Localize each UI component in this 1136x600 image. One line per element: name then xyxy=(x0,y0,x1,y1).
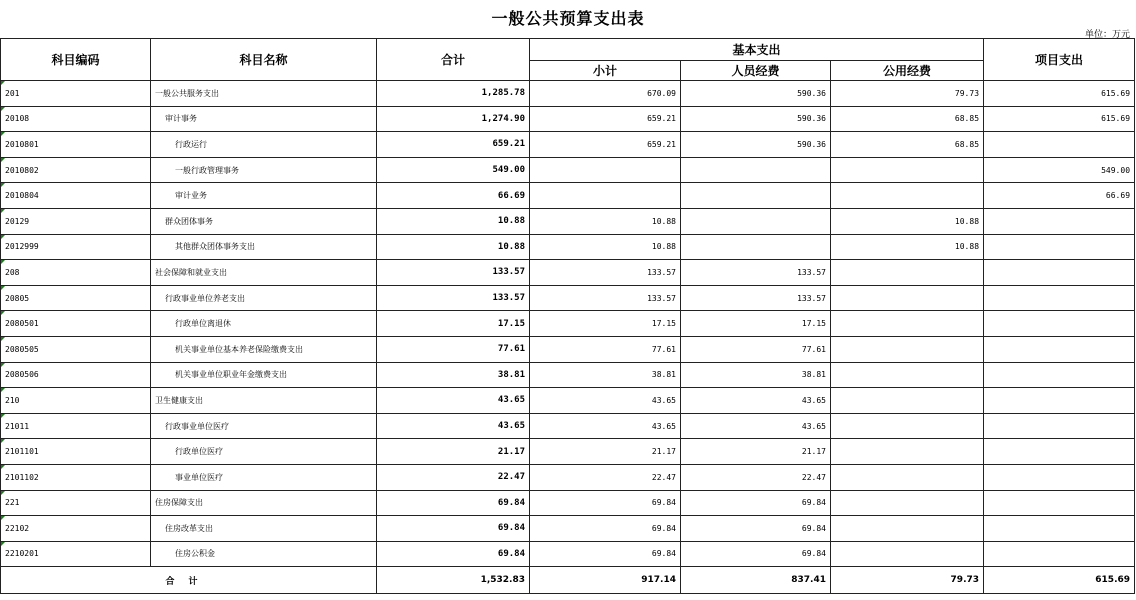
row-subtotal xyxy=(530,183,681,209)
row-name: 行政事业单位医疗 xyxy=(151,413,377,439)
table-row xyxy=(1,439,1135,465)
table-row xyxy=(1,183,1135,209)
row-code: 208 xyxy=(1,260,151,286)
row-personnel xyxy=(681,183,831,209)
row-code: 221 xyxy=(1,490,151,516)
row-project xyxy=(984,388,1135,414)
row-name: 行政运行 xyxy=(151,132,377,158)
row-personnel xyxy=(681,208,831,234)
row-name: 一般行政管理事务 xyxy=(151,157,377,183)
row-personnel: 43.65 xyxy=(681,388,831,414)
row-code: 2010802 xyxy=(1,157,151,183)
row-personnel: 590.36 xyxy=(681,106,831,132)
row-public: 10.88 xyxy=(831,234,984,260)
row-project xyxy=(984,260,1135,286)
row-total: 66.69 xyxy=(377,183,530,209)
row-subtotal: 69.84 xyxy=(530,490,681,516)
header-name: 科目名称 xyxy=(151,39,377,81)
table-row xyxy=(1,464,1135,490)
row-name: 社会保障和就业支出 xyxy=(151,260,377,286)
table-row xyxy=(1,388,1135,414)
table-row xyxy=(1,541,1135,567)
table-body xyxy=(1,81,1135,567)
row-code: 22102 xyxy=(1,516,151,542)
row-project: 66.69 xyxy=(984,183,1135,209)
header-personnel: 人员经费 xyxy=(681,61,831,81)
row-public xyxy=(831,490,984,516)
row-project xyxy=(984,132,1135,158)
row-code: 2010801 xyxy=(1,132,151,158)
row-total: 659.21 xyxy=(377,132,530,158)
row-personnel: 77.61 xyxy=(681,336,831,362)
row-subtotal: 38.81 xyxy=(530,362,681,388)
row-code: 2010804 xyxy=(1,183,151,209)
row-public: 68.85 xyxy=(831,132,984,158)
row-total: 69.84 xyxy=(377,490,530,516)
table-row xyxy=(1,413,1135,439)
row-public: 68.85 xyxy=(831,106,984,132)
table-row xyxy=(1,516,1135,542)
row-name: 住房改革支出 xyxy=(151,516,377,542)
row-public xyxy=(831,285,984,311)
row-total: 133.57 xyxy=(377,260,530,286)
row-public xyxy=(831,413,984,439)
table-row xyxy=(1,285,1135,311)
row-name: 审计业务 xyxy=(151,183,377,209)
row-public xyxy=(831,311,984,337)
row-subtotal: 133.57 xyxy=(530,285,681,311)
row-subtotal: 10.88 xyxy=(530,234,681,260)
row-code: 2210201 xyxy=(1,541,151,567)
row-project xyxy=(984,362,1135,388)
row-project: 615.69 xyxy=(984,81,1135,107)
row-total: 10.88 xyxy=(377,234,530,260)
row-code: 201 xyxy=(1,81,151,107)
row-project: 615.69 xyxy=(984,106,1135,132)
row-name: 住房公积金 xyxy=(151,541,377,567)
row-code: 2012999 xyxy=(1,234,151,260)
row-project xyxy=(984,516,1135,542)
row-name: 一般公共服务支出 xyxy=(151,81,377,107)
row-personnel: 43.65 xyxy=(681,413,831,439)
row-personnel: 17.15 xyxy=(681,311,831,337)
row-name: 行政单位医疗 xyxy=(151,439,377,465)
row-total: 43.65 xyxy=(377,413,530,439)
row-subtotal: 10.88 xyxy=(530,208,681,234)
row-project xyxy=(984,541,1135,567)
table-row xyxy=(1,336,1135,362)
header-subtotal: 小计 xyxy=(530,61,681,81)
row-total: 549.00 xyxy=(377,157,530,183)
table-row xyxy=(1,234,1135,260)
row-subtotal: 21.17 xyxy=(530,439,681,465)
row-subtotal: 22.47 xyxy=(530,464,681,490)
row-project xyxy=(984,285,1135,311)
row-public xyxy=(831,541,984,567)
row-public: 79.73 xyxy=(831,81,984,107)
row-name: 事业单位医疗 xyxy=(151,464,377,490)
row-name: 机关事业单位职业年金缴费支出 xyxy=(151,362,377,388)
row-subtotal: 659.21 xyxy=(530,132,681,158)
row-name: 卫生健康支出 xyxy=(151,388,377,414)
row-code: 20805 xyxy=(1,285,151,311)
row-total: 133.57 xyxy=(377,285,530,311)
row-code: 20108 xyxy=(1,106,151,132)
table-row xyxy=(1,208,1135,234)
row-personnel: 22.47 xyxy=(681,464,831,490)
row-project xyxy=(984,311,1135,337)
row-public xyxy=(831,362,984,388)
header-basic: 基本支出 xyxy=(530,39,984,61)
row-total: 10.88 xyxy=(377,208,530,234)
row-public: 10.88 xyxy=(831,208,984,234)
row-personnel: 21.17 xyxy=(681,439,831,465)
row-total: 17.15 xyxy=(377,311,530,337)
table-row xyxy=(1,311,1135,337)
sum-project: 615.69 xyxy=(984,567,1135,594)
sum-public: 79.73 xyxy=(831,567,984,594)
table-row xyxy=(1,106,1135,132)
table-row xyxy=(1,157,1135,183)
row-personnel: 38.81 xyxy=(681,362,831,388)
row-public xyxy=(831,388,984,414)
row-public xyxy=(831,516,984,542)
row-code: 2080506 xyxy=(1,362,151,388)
row-subtotal: 17.15 xyxy=(530,311,681,337)
table-row xyxy=(1,490,1135,516)
sum-subtotal: 917.14 xyxy=(530,567,681,594)
row-project xyxy=(984,413,1135,439)
row-name: 群众团体事务 xyxy=(151,208,377,234)
table-row xyxy=(1,260,1135,286)
sum-label: 合计 xyxy=(1,567,377,594)
row-total: 22.47 xyxy=(377,464,530,490)
row-code: 2101102 xyxy=(1,464,151,490)
row-total: 69.84 xyxy=(377,516,530,542)
header-project: 项目支出 xyxy=(984,39,1135,81)
page-title: 一般公共预算支出表 xyxy=(491,9,645,28)
row-personnel: 590.36 xyxy=(681,132,831,158)
row-code: 210 xyxy=(1,388,151,414)
row-project xyxy=(984,208,1135,234)
row-project xyxy=(984,490,1135,516)
sum-total: 1,532.83 xyxy=(377,567,530,594)
budget-table xyxy=(0,38,1135,594)
row-subtotal xyxy=(530,157,681,183)
row-subtotal: 69.84 xyxy=(530,516,681,542)
row-name: 机关事业单位基本养老保险缴费支出 xyxy=(151,336,377,362)
row-public xyxy=(831,157,984,183)
row-subtotal: 43.65 xyxy=(530,388,681,414)
row-project: 549.00 xyxy=(984,157,1135,183)
row-code: 2080505 xyxy=(1,336,151,362)
row-project xyxy=(984,336,1135,362)
header-public: 公用经费 xyxy=(831,61,984,81)
row-public xyxy=(831,260,984,286)
row-total: 21.17 xyxy=(377,439,530,465)
sum-personnel: 837.41 xyxy=(681,567,831,594)
row-personnel: 69.84 xyxy=(681,516,831,542)
row-name: 住房保障支出 xyxy=(151,490,377,516)
row-public xyxy=(831,336,984,362)
unit-label: 单位：万元 xyxy=(1084,30,1130,40)
table-row xyxy=(1,81,1135,107)
row-code: 20129 xyxy=(1,208,151,234)
row-personnel: 69.84 xyxy=(681,490,831,516)
row-personnel: 69.84 xyxy=(681,541,831,567)
row-total: 69.84 xyxy=(377,541,530,567)
row-total: 38.81 xyxy=(377,362,530,388)
row-name: 行政事业单位养老支出 xyxy=(151,285,377,311)
row-subtotal: 659.21 xyxy=(530,106,681,132)
row-subtotal: 43.65 xyxy=(530,413,681,439)
table-row xyxy=(1,132,1135,158)
header-code: 科目编码 xyxy=(1,39,151,81)
row-project xyxy=(984,464,1135,490)
row-name: 行政单位离退休 xyxy=(151,311,377,337)
row-code: 21011 xyxy=(1,413,151,439)
row-name: 其他群众团体事务支出 xyxy=(151,234,377,260)
row-project xyxy=(984,234,1135,260)
row-public xyxy=(831,183,984,209)
row-personnel: 133.57 xyxy=(681,285,831,311)
row-code: 2080501 xyxy=(1,311,151,337)
row-personnel xyxy=(681,157,831,183)
row-project xyxy=(984,439,1135,465)
row-personnel: 590.36 xyxy=(681,81,831,107)
row-personnel: 133.57 xyxy=(681,260,831,286)
row-total: 1,274.90 xyxy=(377,106,530,132)
header-total: 合计 xyxy=(377,39,530,81)
row-personnel xyxy=(681,234,831,260)
row-name: 审计事务 xyxy=(151,106,377,132)
sum-row xyxy=(1,567,1135,594)
row-subtotal: 670.09 xyxy=(530,81,681,107)
row-public xyxy=(831,439,984,465)
row-total: 43.65 xyxy=(377,388,530,414)
row-subtotal: 77.61 xyxy=(530,336,681,362)
row-total: 77.61 xyxy=(377,336,530,362)
row-code: 2101101 xyxy=(1,439,151,465)
row-public xyxy=(831,464,984,490)
table-row xyxy=(1,362,1135,388)
row-subtotal: 69.84 xyxy=(530,541,681,567)
row-subtotal: 133.57 xyxy=(530,260,681,286)
row-total: 1,285.78 xyxy=(377,81,530,107)
